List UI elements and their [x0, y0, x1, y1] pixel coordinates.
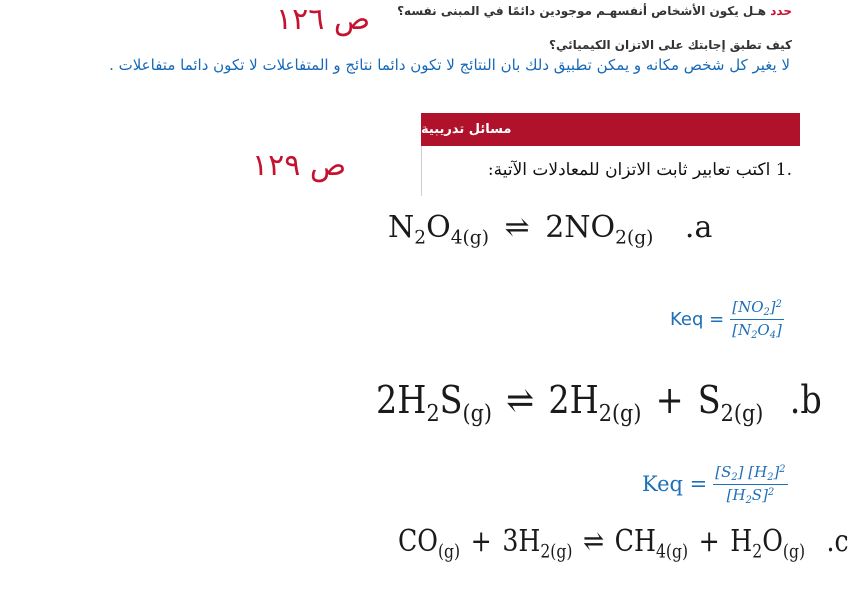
equation-c: $CO_{(g)} + 3H_{2(g)}$ ⇌ $CH_{4(g)} + H_2O_{(g)}$ .c	[398, 524, 849, 563]
equation-a: $N_2O_{4(g)}$ ⇌ $2NO_{2(g)}$ .a	[388, 210, 713, 249]
equation-a-label: .a	[684, 210, 713, 245]
question-1-keyword: حدد	[770, 4, 792, 18]
keq-b	[642, 463, 788, 506]
question-2: كيف تطبق إجابتك على الاتزان الكيميائي؟	[549, 38, 792, 52]
keq-b-fraction: $\frac{[S_2] [H_2]^2}{[H_2S]^2}$	[715, 463, 786, 506]
practice-banner-label: مسائل تدريبية	[421, 122, 512, 137]
equation-b-label: .b	[789, 378, 822, 422]
banner-divider	[421, 146, 422, 196]
page-reference-126: ص ١٢٦	[276, 2, 371, 37]
keq-a-fraction: $\frac{[NO_2]^2}{[N_2O_4]}$	[732, 298, 782, 341]
keq-a	[670, 298, 784, 341]
task-text: اكتب تعابير ثابت الاتزان للمعادلات الآتية:	[487, 160, 771, 180]
task-number: 1.	[775, 160, 792, 180]
equation-c-label: .c	[826, 524, 849, 559]
answer-text: لا يغير كل شخص مكانه و يمكن تطبيق دلك بان النتائج لا تكون دائما نتائج و المتفاعلات لا تكون دائما متفاعلات .	[109, 56, 790, 74]
keq-a-label: Keq =	[670, 308, 725, 330]
question-1	[397, 4, 792, 18]
question-1-text: هـل يكون الأشخاص أنفسهـم موجودين دائمًا في المبنى نفسه؟	[397, 4, 767, 18]
keq-b-label: Keq =	[642, 472, 708, 497]
task-1	[488, 160, 792, 180]
equation-b: $2H_2S_{(g)}$ ⇌ $2H_{2(g)} + S_{2(g)}$ .b	[376, 378, 822, 428]
practice-banner	[421, 113, 800, 146]
page-reference-129: ص ١٢٩	[252, 148, 347, 183]
